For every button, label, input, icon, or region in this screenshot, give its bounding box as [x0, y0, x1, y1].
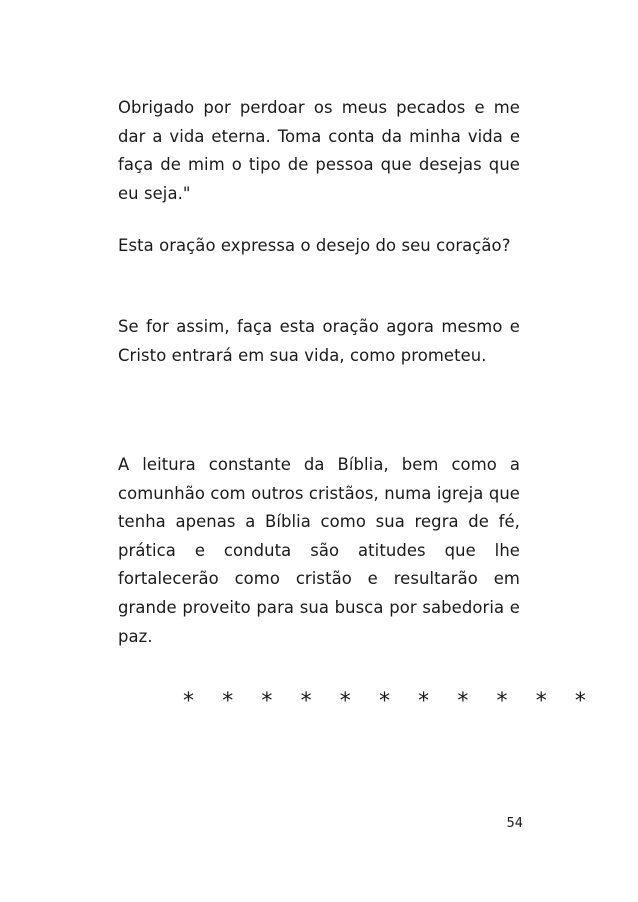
- page-number: 54: [506, 816, 523, 831]
- paragraph-invitation: Se for assim, faça esta oração agora mesmo e Cristo entrará em sua vida, como prometeu.: [118, 317, 520, 365]
- section-separator: * * * * * * * * * * *: [183, 689, 597, 714]
- paragraph-bible-reading: A leitura constante da Bíblia, bem como a comunhão com outros cristãos, numa igreja que tenha apenas a Bíblia como sua regra de fé, prática e conduta são atitudes que lhe fortalecerão como cristão e resultarão em grande proveito para sua busca por sabedoria e paz.: [118, 455, 520, 646]
- paragraph-prayer-ending: Obrigado por perdoar os meus pecados e me dar a vida eterna. Toma conta da minha vida e faça de mim o tipo de pessoa que desejas que eu seja.": [118, 98, 520, 203]
- paragraph-question: Esta oração expressa o desejo do seu coração?: [118, 236, 511, 255]
